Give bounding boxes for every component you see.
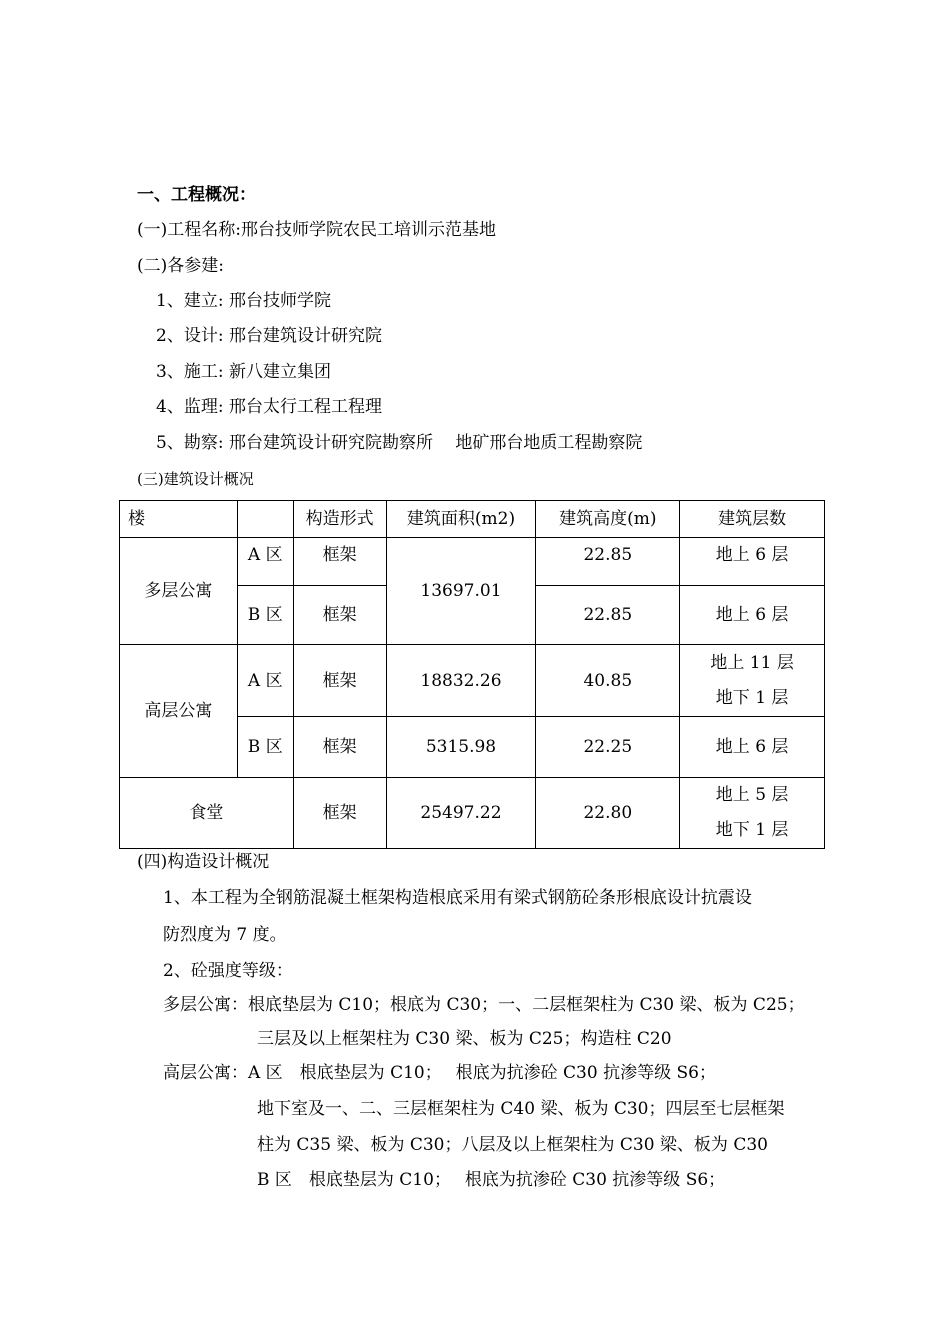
header-building: 楼 [120,501,238,538]
multi-concrete-line-1: 多层公寓：根底垫层为 C10；根底为 C30；一、二层框架柱为 C30 梁、板为 C25； [163,995,805,1015]
height-cell: 22.25 [536,717,680,778]
high-concrete-line-1: 高层公寓：A 区 根底垫层为 C10； 根底为抗渗砼 C30 抗渗等级 S6； [163,1063,716,1083]
height-cell: 22.85 [536,538,680,586]
form-cell: 框架 [293,538,386,586]
project-name: (一)工程名称:邢台技师学院农民工培训示范基地 [137,220,496,240]
table-header-row [120,501,825,538]
floors-cell [680,645,825,717]
participant-builder: 1、建立: 邢台技师学院 [156,291,331,311]
floors-below: 地下 1 层 [715,820,789,840]
zone-cell: B 区 [237,717,293,778]
area-cell: 18832.26 [386,645,536,717]
header-area: 建筑面积(m2) [386,501,536,538]
multi-building-name: 多层公寓 [120,538,238,645]
header-zone [237,501,293,538]
high-concrete-line-3: 柱为 C35 梁、板为 C30；八层及以上框架柱为 C30 梁、板为 C30 [257,1135,768,1155]
high-concrete-line-4: B 区 根底垫层为 C10； 根底为抗渗砼 C30 抗渗等级 S6； [257,1170,726,1190]
header-form: 构造形式 [293,501,386,538]
struct-paragraph-1: 1、本工程为全钢筋混凝土框架构造根底采用有梁式钢筋砼条形根底设计抗震设 [163,888,752,908]
area-cell: 5315.98 [386,717,536,778]
area-cell: 25497.22 [386,778,536,849]
header-floors: 建筑层数 [680,501,825,538]
multi-concrete-line-2: 三层及以上框架柱为 C30 梁、板为 C25；构造柱 C20 [257,1029,672,1049]
floors-above: 地上 11 层 [710,652,794,673]
form-cell: 框架 [293,778,386,849]
section1-title: 一、工程概况： [137,185,256,205]
zone-cell: A 区 [237,645,293,717]
participant-supervisor: 4、监理: 邢台太行工程工程理 [156,397,382,417]
height-cell: 22.80 [536,778,680,849]
floors-above: 地上 5 层 [715,785,789,805]
arch-title: (三)建筑设计概况 [137,470,254,488]
struct-paragraph-1-cont: 防烈度为 7 度。 [163,925,287,945]
header-height: 建筑高度(m) [536,501,680,538]
zone-cell: A 区 [237,538,293,586]
table-row [120,645,825,717]
floors-below: 地下 1 层 [715,687,789,708]
multi-area-cell: 13697.01 [386,538,536,645]
form-cell: 框架 [293,717,386,778]
participants-title: (二)各参建: [137,256,224,276]
floors-cell: 地上 6 层 [680,538,825,586]
zone-cell: B 区 [237,586,293,645]
high-building-name: 高层公寓 [120,645,238,778]
form-cell: 框架 [293,586,386,645]
height-cell: 40.85 [536,645,680,717]
height-cell: 22.85 [536,586,680,645]
participant-surveyor: 5、勘察: 邢台建筑设计研究院勘察所 地矿邢台地质工程勘察院 [156,433,643,453]
participant-constructor: 3、施工: 新八建立集团 [156,362,331,382]
struct-paragraph-2: 2、砼强度等级： [163,961,293,981]
form-cell: 框架 [293,645,386,717]
floors-cell: 地上 6 层 [680,586,825,645]
canteen-name: 食堂 [120,778,294,849]
struct-title: (四)构造设计概况 [137,852,270,872]
participant-designer: 2、设计: 邢台建筑设计研究院 [156,326,382,346]
floors-cell: 地上 6 层 [680,717,825,778]
high-concrete-line-2: 地下室及一、二、三层框架柱为 C40 梁、板为 C30；四层至七层框架 [257,1099,785,1119]
floors-cell [680,778,825,849]
table-row [120,538,825,586]
building-table [119,500,825,849]
table-row [120,778,825,849]
